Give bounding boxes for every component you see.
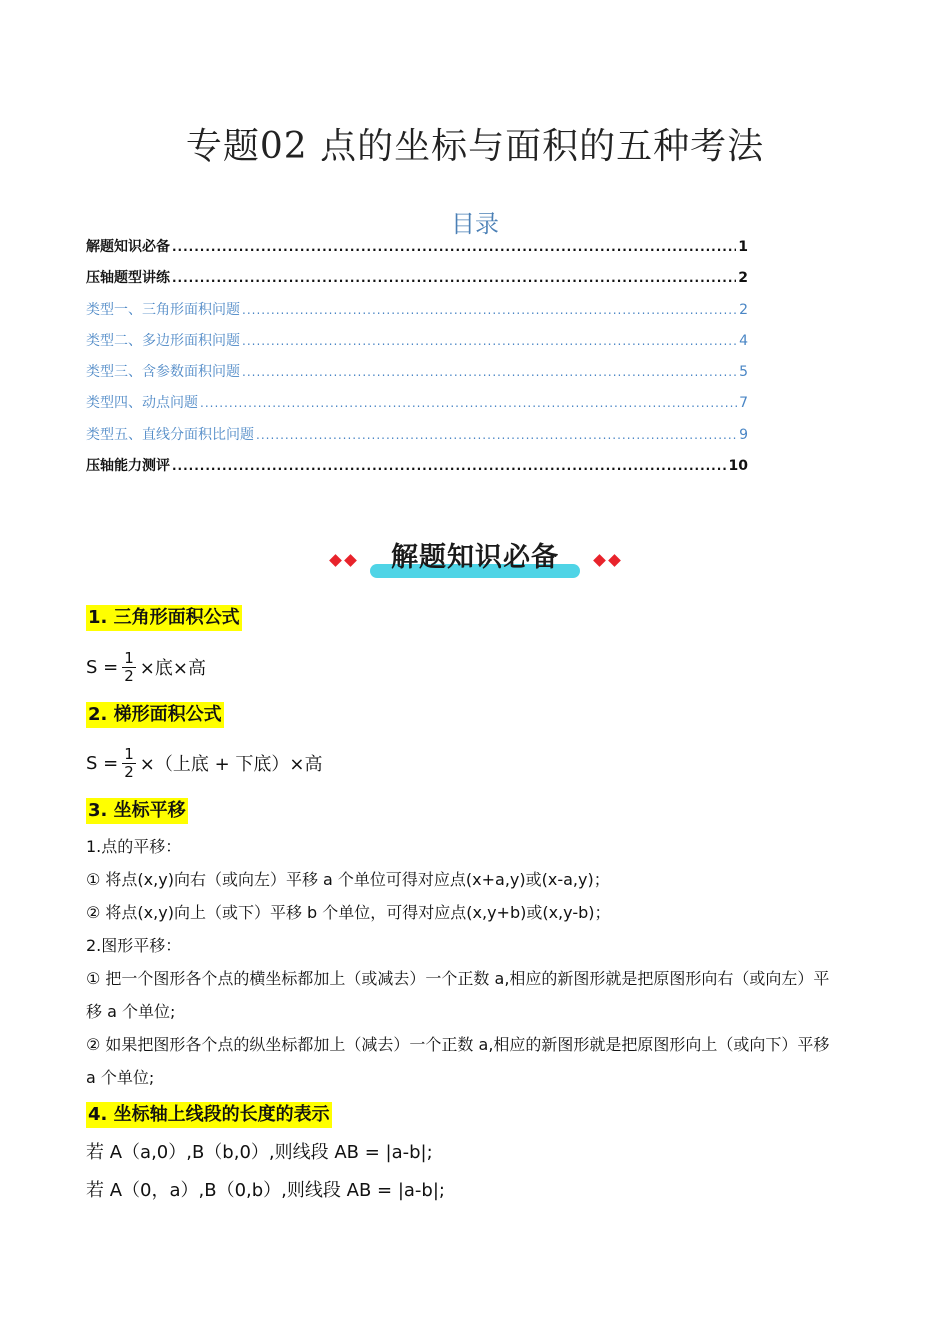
paragraph-line: ① 将点(x,y)向右（或向左）平移 a 个单位可得对应点(x+a,y)或(x-a,y)； xyxy=(86,870,610,889)
toc-leader-dots xyxy=(242,298,737,322)
fraction-numerator: 1 xyxy=(124,744,134,763)
toc-leader-dots xyxy=(256,423,737,447)
fraction-denominator: 2 xyxy=(124,762,134,781)
toc-entry-label: 压轴题型讲练 xyxy=(86,270,170,287)
toc-entry-link[interactable] xyxy=(86,298,748,329)
toc-entry-link[interactable] xyxy=(86,423,748,454)
toc-entry[interactable] xyxy=(86,454,748,485)
fraction-denominator: 2 xyxy=(124,666,134,685)
toc-entry-link[interactable] xyxy=(86,329,748,360)
toc-entry[interactable] xyxy=(86,266,748,297)
section-heading xyxy=(86,605,242,631)
toc-heading: 目录 xyxy=(451,210,499,238)
banner-title-block xyxy=(370,540,580,580)
section-heading xyxy=(86,1102,332,1128)
triangle-area-formula xyxy=(86,643,206,691)
toc-entry-label: 类型四、动点问题 xyxy=(86,395,198,412)
toc-leader-dots xyxy=(242,329,737,353)
toc-entry-page: 10 xyxy=(728,458,748,475)
toc-entry-page: 5 xyxy=(739,364,748,381)
section-title: 1. 三角形面积公式 xyxy=(86,605,242,631)
toc-entry-label: 类型五、直线分面积比问题 xyxy=(86,426,254,443)
toc-entry-label: 压轴能力测评 xyxy=(86,458,170,475)
fraction-numerator: 1 xyxy=(124,648,134,667)
fraction xyxy=(122,746,136,781)
toc-leader-dots xyxy=(172,235,736,259)
section-heading xyxy=(86,798,188,824)
toc-entry[interactable] xyxy=(86,235,748,266)
toc-entry-page: 7 xyxy=(739,395,748,412)
paragraph-line: 1.点的平移： xyxy=(86,837,182,856)
toc-entry-link[interactable] xyxy=(86,360,748,391)
section-banner xyxy=(0,537,950,583)
paragraph-line: ② 将点(x,y)向上（或下）平移 b 个单位，可得对应点(x,y+b)或(x,y-b)； xyxy=(86,903,611,922)
paragraph-line: ① 把一个图形各个点的横坐标都加上（或减去）一个正数 a,相应的新图形就是把原图形向右（或向左）平 xyxy=(86,969,830,988)
paragraph-line: 2.图形平移： xyxy=(86,936,182,955)
section-title: 2. 梯形面积公式 xyxy=(86,702,224,728)
paragraph-line: 若 A（0，a）,B（0,b）,则线段 AB = |a-b|; xyxy=(86,1180,445,1201)
section-heading xyxy=(86,702,224,728)
toc-entry-label: 类型三、含参数面积问题 xyxy=(86,364,240,381)
paragraph-line: ② 如果把图形各个点的纵坐标都加上（减去）一个正数 a,相应的新图形就是把原图形向上（或向下）平移 xyxy=(86,1035,830,1054)
translation-rules xyxy=(86,830,866,1094)
toc-entry-label: 类型一、三角形面积问题 xyxy=(86,301,240,318)
formula-suffix: ×（上底 + 下底）×高 xyxy=(139,754,323,775)
page-title: 专题02 点的坐标与面积的五种考法 xyxy=(185,126,765,167)
diamond-ornament-right-icon xyxy=(592,556,622,565)
table-of-contents xyxy=(86,235,748,485)
toc-entry-page: 2 xyxy=(739,301,748,318)
segment-length-rules xyxy=(86,1134,445,1210)
paragraph-line: 移 a 个单位; xyxy=(86,1002,176,1021)
toc-leader-dots xyxy=(242,360,737,384)
toc-entry-page: 4 xyxy=(739,332,748,349)
toc-entry-link[interactable] xyxy=(86,391,748,422)
toc-leader-dots xyxy=(172,454,727,478)
toc-entry-page: 2 xyxy=(738,270,748,287)
toc-entry-page: 1 xyxy=(738,239,748,255)
trapezoid-area-formula xyxy=(86,739,322,787)
fraction xyxy=(122,650,136,685)
banner-title: 解题知识必备 xyxy=(391,542,559,573)
formula-prefix: S = xyxy=(86,752,119,774)
toc-entry-label: 类型二、多边形面积问题 xyxy=(86,332,240,349)
formula-suffix: ×底×高 xyxy=(139,658,206,679)
section-title: 4. 坐标轴上线段的长度的表示 xyxy=(86,1102,332,1128)
toc-leader-dots xyxy=(172,266,736,290)
formula-prefix: S = xyxy=(86,656,119,678)
toc-entry-page: 9 xyxy=(739,426,748,443)
paragraph-line: a 个单位; xyxy=(86,1068,155,1087)
diamond-ornament-left-icon xyxy=(328,556,358,565)
paragraph-line: 若 A（a,0）,B（b,0）,则线段 AB = |a-b|; xyxy=(86,1142,433,1163)
toc-leader-dots xyxy=(200,391,737,415)
toc-entry-label: 解题知识必备 xyxy=(86,239,170,255)
section-title: 3. 坐标平移 xyxy=(86,798,188,824)
